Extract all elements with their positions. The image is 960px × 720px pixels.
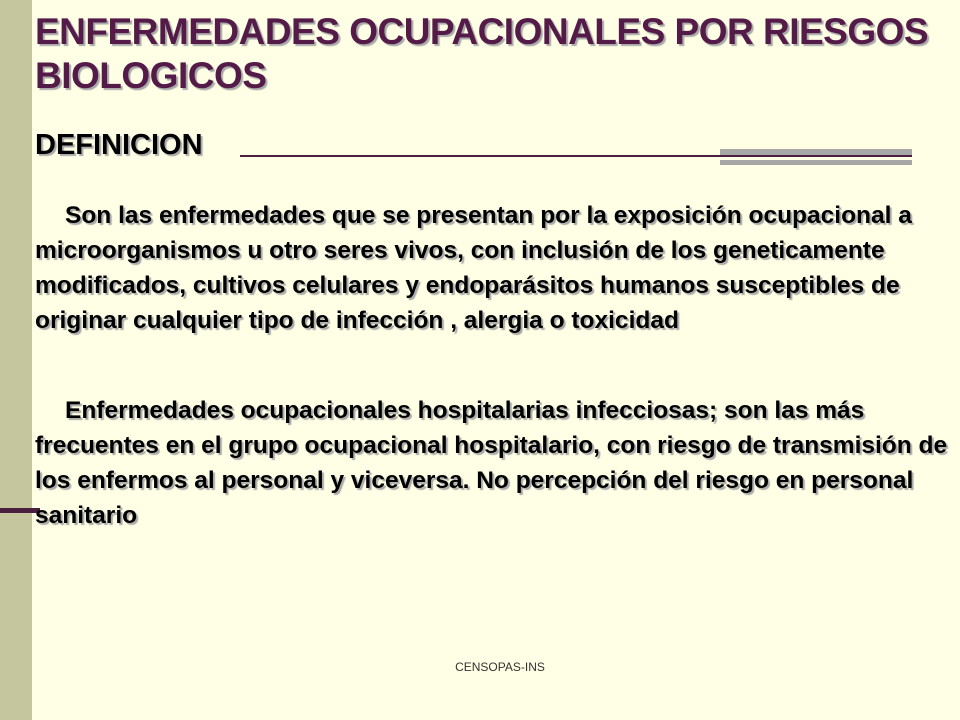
footer-credit: CENSOPAS-INS xyxy=(455,660,545,674)
hospital-diseases-paragraph: Enfermedades ocupacionales hospitalarias infecciosas; son las más frecuentes en el grupo ocupacional hospitalario, con riesgo de transmisión de los enfermos al personal y viceversa. No percepción del riesgo en personal sanitario xyxy=(35,397,948,529)
heading-underline xyxy=(240,155,912,157)
decorative-rule-top xyxy=(720,149,912,155)
decorative-rule-bottom xyxy=(720,160,912,165)
definition-paragraph: Son las enfermedades que se presentan por la exposición ocupacional a microorganismos u otro seres vivos, con inclusión de los geneticamente modificados, cultivos celulares y endoparásitos humanos susceptibles de originar cualquier tipo de infección , alergia o toxicidad xyxy=(35,202,912,334)
left-accent-line xyxy=(0,508,40,513)
section-heading: DEFINICION xyxy=(35,129,203,161)
left-decorative-bar xyxy=(0,0,32,720)
slide-title: ENFERMEDADES OCUPACIONALES POR RIESGOS BIOLOGICOS xyxy=(35,11,929,96)
